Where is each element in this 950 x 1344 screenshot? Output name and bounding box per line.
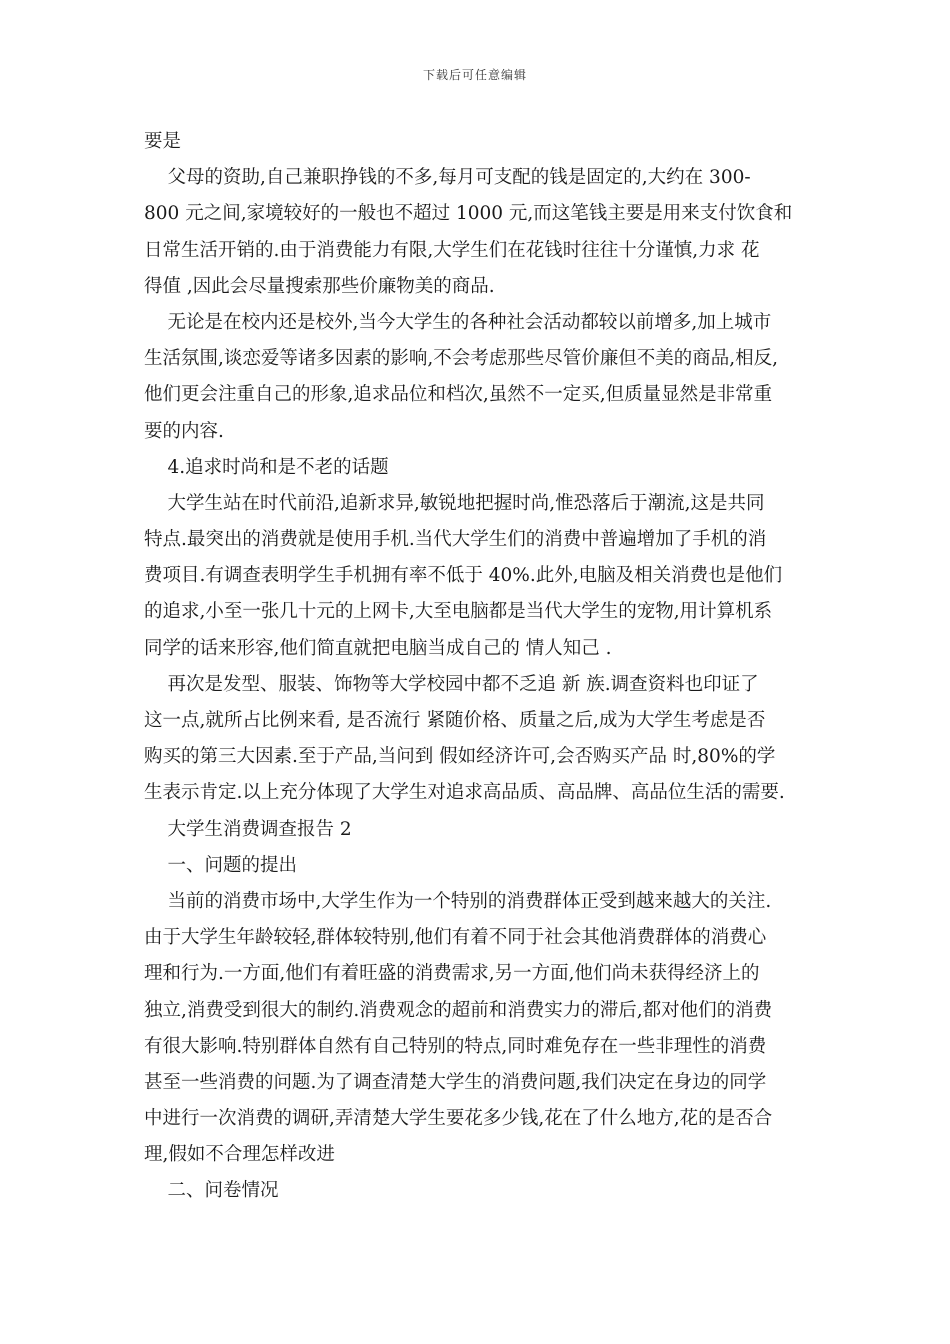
text-line: 费项目.有调查表明学生手机拥有率不低于 40%.此外,电脑及相关消费也是他们 [144, 565, 783, 587]
text-line: 当前的消费市场中,大学生作为一个特别的消费群体正受到越来越大的关注. [144, 890, 772, 912]
text-line: 中进行一次消费的调研,弄清楚大学生要花多少钱,花在了什么地方,花的是否合 [144, 1108, 773, 1130]
text-line: 有很大影响.特别群体自然有自己特别的特点,同时难免存在一些非理性的消费 [144, 1035, 767, 1057]
text-line: 由于大学生年龄较轻,群体较特别,他们有着不同于社会其他消费群体的消费心 [144, 927, 767, 949]
text-line: 理,假如不合理怎样改进 [144, 1144, 335, 1166]
text-line: 要的内容. [144, 420, 224, 442]
text-line: 生表示肯定.以上充分体现了大学生对追求高品质、高品牌、高品位生活的需要. [144, 782, 785, 804]
text-line: 他们更会注重自己的形象,追求品位和档次,虽然不一定买,但质量显然是非常重 [144, 384, 773, 406]
text-line: 生活氛围,谈恋爱等诸多因素的影响,不会考虑那些尽管价廉但不美的商品,相反, [144, 348, 779, 370]
text-line: 要是 [144, 131, 182, 152]
document-body [144, 124, 814, 1210]
text-line: 800 元之间,家境较好的一般也不超过 1000 元,而这笔钱主要是用来支付饮食和 [144, 203, 793, 225]
report-title: 大学生消费调查报告 2 [144, 818, 352, 840]
text-line: 同学的话来形容,他们简直就把电脑当成自己的 情人知己 . [144, 637, 612, 659]
section-heading: 二、问卷情况 [144, 1180, 279, 1202]
text-line: 购买的第三大因素.至于产品,当问到 假如经济许可,会否购买产品 时,80%的学 [144, 746, 776, 768]
section-heading: 4.追求时尚和是不老的话题 [144, 456, 389, 478]
section-heading: 一、问题的提出 [144, 854, 298, 876]
text-line: 日常生活开销的.由于消费能力有限,大学生们在花钱时往往十分谨慎,力求 花 [144, 239, 760, 261]
text-line: 甚至一些消费的问题.为了调查清楚大学生的消费问题,我们决定在身边的同学 [144, 1071, 767, 1093]
text-line: 得值 ,因此会尽量搜索那些价廉物美的商品. [144, 275, 495, 297]
text-line: 无论是在校内还是校外,当今大学生的各种社会活动都较以前增多,加上城市 [144, 311, 772, 333]
text-line: 再次是发型、服装、饰物等大学校园中都不乏追 新 族.调查资料也印证了 [144, 673, 759, 695]
text-line: 这一点,就所占比例来看, 是否流行 紧随价格、质量之后,成为大学生考虑是否 [144, 710, 766, 731]
text-line: 理和行为.一方面,他们有着旺盛的消费需求,另一方面,他们尚未获得经济上的 [144, 963, 760, 985]
text-line: 独立,消费受到很大的制约.消费观念的超前和消费实力的滞后,都对他们的消费 [144, 999, 773, 1021]
page-header: 下载后可任意编辑 [422, 68, 527, 82]
text-line: 特点.最突出的消费就是使用手机.当代大学生们的消费中普遍增加了手机的消 [144, 529, 767, 551]
text-line: 父母的资助,自己兼职挣钱的不多,每月可支配的钱是固定的,大约在 300- [144, 167, 751, 189]
text-line: 大学生站在时代前沿,追新求异,敏锐地把握时尚,惟恐落后于潮流,这是共同 [144, 492, 765, 514]
text-line: 的追求,小至一张几十元的上网卡,大至电脑都是当代大学生的宠物,用计算机系 [144, 601, 773, 623]
